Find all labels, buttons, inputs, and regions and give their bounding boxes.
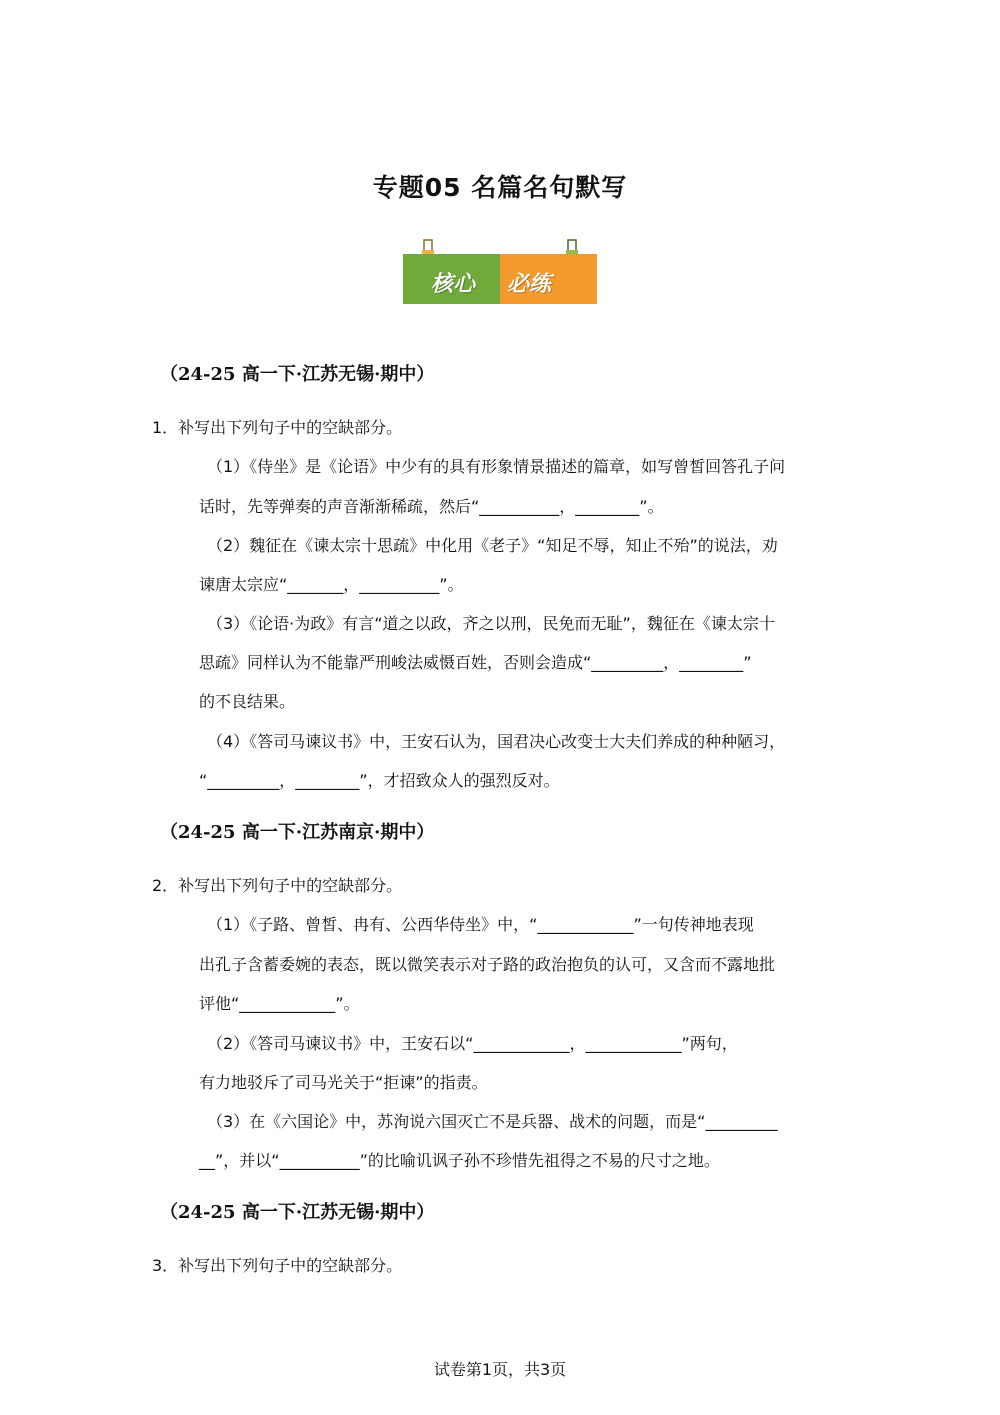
document-title: 专题05 名篇名句默写 — [372, 173, 628, 202]
question-line: 谏唐太宗应“_______，__________”。 — [199, 575, 464, 594]
question-line: __”，并以“__________”的比喻讥讽子孙不珍惜先祖得之不易的尺寸之地。 — [199, 1151, 720, 1170]
question-line: （4）《答司马谏议书》中，王安石认为，国君决心改变士大夫们养成的种种陋习， — [207, 732, 786, 751]
question-line: （3）在《六国论》中，苏洵说六国灭亡不是兵器、战术的问题，而是“_________ — [207, 1112, 778, 1131]
question-heading: 3．补写出下列句子中的空缺部分。 — [152, 1256, 403, 1275]
banner-left-text: 核心 — [431, 272, 476, 297]
question-line: 评他“____________”。 — [199, 994, 360, 1013]
question-line: （1）《侍坐》是《论语》中少有的具有形象情景描述的篇章，如写曾皙回答孔子问 — [207, 457, 786, 476]
question-line: （3）《论语·为政》有言“道之以政，齐之以刑，民免而无耻”，魏征在《谏太宗十 — [207, 614, 775, 633]
question-line: （2）《答司马谏议书》中，王安石以“____________，____________”两句， — [207, 1034, 738, 1053]
section-source: （24-25 高一下·江苏无锡·期中） — [160, 1202, 435, 1223]
question-line: 的不良结果。 — [199, 692, 296, 711]
core-practice-banner — [403, 236, 597, 306]
section-source: （24-25 高一下·江苏南京·期中） — [160, 822, 435, 843]
question-line: 话时，先等弹奏的声音渐渐稀疏，然后“__________，________”。 — [199, 497, 664, 516]
question-line: 思疏》同样认为不能靠严刑峻法威慑百姓，否则会造成“_________，________” — [199, 653, 752, 672]
banner-right-text: 必练 — [507, 272, 552, 297]
question-heading: 1．补写出下列句子中的空缺部分。 — [152, 418, 403, 437]
question-line: 有力地驳斥了司马光关于“拒谏”的指责。 — [199, 1073, 488, 1092]
question-line: “_________，________”，才招致众人的强烈反对。 — [199, 771, 560, 790]
question-heading: 2．补写出下列句子中的空缺部分。 — [152, 876, 403, 895]
section-source: （24-25 高一下·江苏无锡·期中） — [160, 364, 435, 385]
question-line: 出孔子含蓄委婉的表态，既以微笑表示对子路的政治抱负的认可，又含而不露地批 — [199, 955, 776, 974]
page-footer: 试卷第1页，共3页 — [433, 1360, 567, 1379]
question-line: （1）《子路、曾皙、冉有、公西华侍坐》中，“____________”一句传神地表现 — [207, 915, 754, 934]
question-line: （2）魏征在《谏太宗十思疏》中化用《老子》“知足不辱，知止不殆”的说法，劝 — [207, 536, 778, 555]
